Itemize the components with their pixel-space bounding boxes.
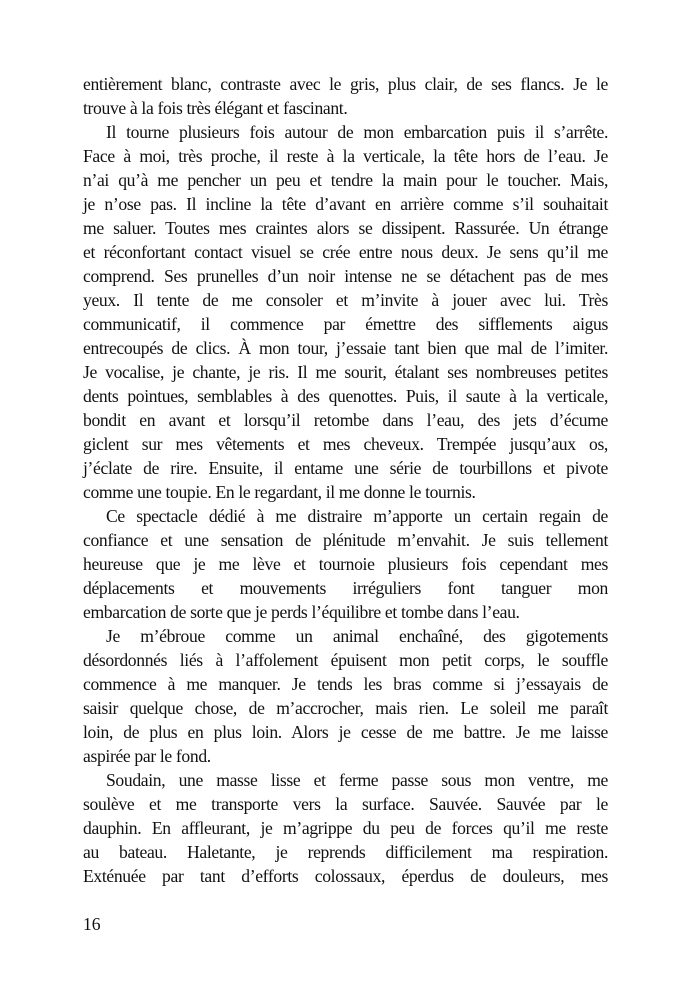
paragraph <box>83 768 608 888</box>
text-line: me saluer. Toutes mes craintes alors se dissipent. Rassurée. Un étrange <box>83 218 608 238</box>
text-line: trouve à la fois très élégant et fascinant. <box>83 98 348 118</box>
paragraph <box>83 120 608 504</box>
text-line: Ce spectacle dédié à me distraire m’apporte un certain regain de <box>106 506 608 526</box>
text-line: saisir quelque chose, de m’accrocher, mais rien. Le soleil me paraît <box>83 698 608 718</box>
text-line: comme une toupie. En le regardant, il me donne le tournis. <box>83 482 476 502</box>
text-line: Soudain, une masse lisse et ferme passe sous mon ventre, me <box>106 770 608 790</box>
text-line: dents pointues, semblables à des quenottes. Puis, il saute à la verticale, <box>83 386 608 406</box>
text-line: soulève et me transporte vers la surface. Sauvée. Sauvée par le <box>83 794 608 814</box>
paragraph <box>83 624 608 768</box>
text-line: aspirée par le fond. <box>83 746 211 766</box>
text-line: communicatif, il commence par émettre des sifflements aigus <box>83 314 608 334</box>
text-line: j’éclate de rire. Ensuite, il entame une série de tourbillons et pivote <box>83 458 608 478</box>
text-line: je n’ose pas. Il incline la tête d’avant en arrière comme s’il souhaitait <box>83 194 608 214</box>
text-line: confiance et une sensation de plénitude m’envahit. Je suis tellement <box>83 530 608 550</box>
text-line: Je vocalise, je chante, je ris. Il me sourit, étalant ses nombreuses petites <box>83 362 608 382</box>
text-line: loin, de plus en plus loin. Alors je cesse de me battre. Je me laisse <box>83 722 608 742</box>
text-line: et réconfortant contact visuel se crée entre nous deux. Je sens qu’il me <box>83 242 608 262</box>
text-line: yeux. Il tente de me consoler et m’invite à jouer avec lui. Très <box>83 290 608 310</box>
text-line: Face à moi, très proche, il reste à la verticale, la tête hors de l’eau. Je <box>83 146 608 166</box>
text-line: comprend. Ses prunelles d’un noir intense ne se détachent pas de mes <box>83 266 608 286</box>
text-line: au bateau. Haletante, je reprends difficilement ma respiration. <box>83 842 608 862</box>
page-body-text <box>83 72 608 888</box>
text-line: giclent sur mes vêtements et mes cheveux. Trempée jusqu’aux os, <box>83 434 608 454</box>
text-line: heureuse que je me lève et tournoie plusieurs fois cependant mes <box>83 554 608 574</box>
text-line: embarcation de sorte que je perds l’équilibre et tombe dans l’eau. <box>83 602 520 622</box>
text-line: commence à me manquer. Je tends les bras comme si j’essayais de <box>83 674 608 694</box>
text-line: n’ai qu’à me pencher un peu et tendre la main pour le toucher. Mais, <box>83 170 608 190</box>
text-line: désordonnés liés à l’affolement épuisent mon petit corps, le souffle <box>83 650 608 670</box>
text-line: entièrement blanc, contraste avec le gris, plus clair, de ses flancs. Je le <box>83 74 608 94</box>
text-line: Il tourne plusieurs fois autour de mon embarcation puis il s’arrête. <box>106 122 608 142</box>
text-line: déplacements et mouvements irréguliers font tanguer mon <box>83 578 608 598</box>
paragraph <box>83 72 608 120</box>
text-line: Exténuée par tant d’efforts colossaux, éperdus de douleurs, mes <box>83 866 608 886</box>
paragraph <box>83 504 608 624</box>
text-line: bondit en avant et lorsqu’il retombe dans l’eau, des jets d’écume <box>83 410 608 430</box>
page-number: 16 <box>83 914 101 934</box>
text-line: dauphin. En affleurant, je m’agrippe du peu de forces qu’il me reste <box>83 818 608 838</box>
text-line: Je m’ébroue comme un animal enchaîné, des gigotements <box>106 626 608 646</box>
text-line: entrecoupés de clics. À mon tour, j’essaie tant bien que mal de l’imiter. <box>83 338 608 358</box>
